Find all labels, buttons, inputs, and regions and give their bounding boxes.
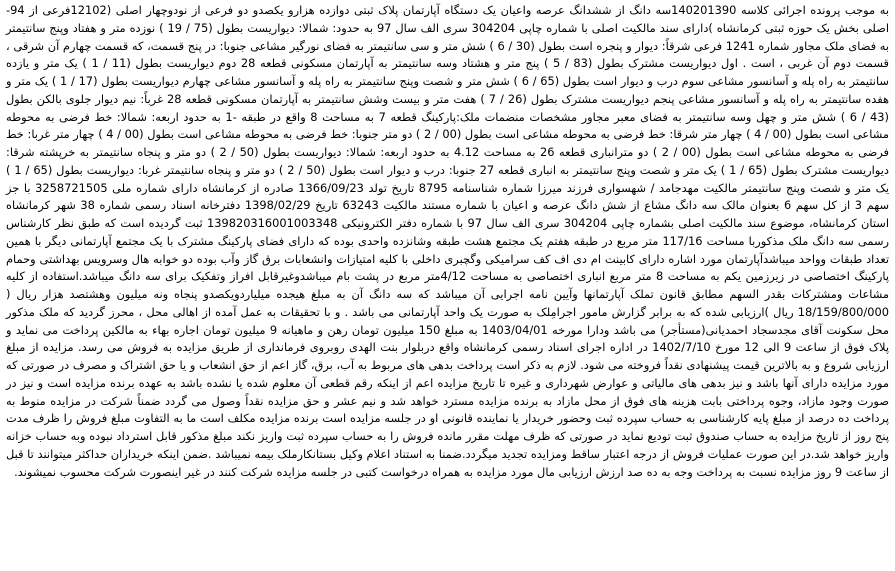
auction-notice-text: به موجب پرونده اجرائی کلاسه 140201390سه دانگ از ششدانگ عرصه واعیان یک دستگاه آپارتمان پلاک ثبتی دوازده هزارو یکصدو دو فرعی از نودوچهار اصلی (12102فرعی از 94-اصلی بخش یک حوزه ثبتی کرمانشاه )دارای سند مالکیت اصلی با شماره چاپی 304204 سری الف سال 97 به حدود: شمالا: دیواریست بطول (75 / 19 ) نوزده متر و هفتاد وپنج سانتیمتر به فضای ملک مجاور شماره 1241 فرعی شرقاً: دیوار و پنجره است بطول (30 / 6 ) شش متر و سی سانتیمتر به فضای نورگیر مشاعی جنوبا: در پنج قسمت، که قسمت چهارم آن شرقی ، قسمت دوم آن غربی ، است . اول دیواریست مشترک بطول (83 / 5 ) پنج متر و هشتاد وسه سانتیمتر به آپارتمان مسکونی قطعه 28 دوم دیواریست بطول (11 / 1 ) یک متر و یازده سانتیمتر به راه پله و آسانسور مشاعی سوم درب و دیوار است بطول (65 / 6 ) شش متر و شصت وپنج سانتیمتر به راه پله و آسانسور مشاعی چهارم دیواریست بطول (17 / 1 ) یک متر و هفده سانتیمتر به راه پله و آسانسور مشاعی پنجم دیواریست مشترک بطول (26 / 7 ) هفت متر و بیست وشش سانتیمتر به آپارتمان مسکونی قطعه 28 غرباً: نیم دیوار جلوی بالکن بطول (43 / 6 ) شش متر و چهل وسه سانتیمتر به فضای معبر مجاور مشخصات منضمات ملک:پارکینگ قطعه 7 به مساحت 8 واقع در طبقه -1 به حدود اربعه: شمالا: خط فرضی به محوطه مشاعی است بطول (00 / 4 ) چهار متر شرقا: خط فرضی به محوطه مشاعی است بطول (00 / 2 ) دو متر جنوبا: خط فرضی به محوطه مشاعی است بطول (00 / 4 ) چهار متر غربا: خط فرضی به محوطه مشاعی است بطول (00 / 2 ) دو مترانباری قطعه 26 به مساحت 4.12 به حدود اربعه: شمالا: دیواریست بطول (50 / 2 ) دو متر و پنجاه سانتیمتر به خرپشته شرقا: دیواریست مشترک بطول (65 / 1 ) یک متر و شصت وپنج سانتیمتر به انباری قطعه 27 جنوبا: درب و دیوار است بطول (50 / 2 ) دو متر و پنجاه سانتیمتر غربا: دیواریست بطول (65 / 1 ) یک متر و شصت وپنج سانتیمتر مالکیت مهدجامد / شهسواری فرزند میرزا شماره شناسنامه 8795 تاریخ تولد 1366/09/23 صادره از کرمانشاه دارای شماره ملی 3258721505 با جز سهم 3 از کل سهم 6 بعنوان مالک سه دانگ مشاع از شش دانگ عرصه و اعیان با شماره مستند مالکیت 63243 تاریخ 1398/02/29 دفترخانه اسناد رسمی شماره 38 شهر کرمانشاه استان کرمانشاه، موضوع سند مالکیت اصلی بشماره چاپی 304204 سری الف سال 97 با شماره دفتر الکترونیکی 139820316001003348 ثبت گردیده است که طبق نظر کارشناس رسمی سه دانگ ملک مذکوربا مساحت 117/16 متر مربع در طبقه هفتم یک مجتمع هشت طبقه وشانزده واحدی بوده که دارای فضای پارکینگ مشترک با یک مجتمع آپارتمانی دیگر با همین تعداد طبقات وواحد میباشدآپارتمان مورد اشاره دارای کابینت ام دی اف کف سرامیکی وگچبری داخلی با کلیه امتیازات وانشعابات برق گاز وآب بوده دو خوابه هال وسرویس بهداشتی وحمام پارکینگ اختصاصی در زیرزمین یکم به مساحت 8 متر مربع انباری اختصاصی به مساحت 4/12متر مربع در پشت بام میباشدوغیرقابل افراز وتفکیک برای سه دانگ میباشد.استفاده از کلیه مشاعات ومشترکات بقدر السهم مطابق قانون تملک آپارتمانها وآیین نامه اجرایی آن میباشد که سه دانگ آن به مبلغ هیجده میلیاردویکصدو پنجاه ونه میلیون وهشتصد هزار ریال ( 18/159/800/000 ریال )ارزیابی شده که به برابر گزارش مامور اجرامِلک به صورت یک واحد آپارتمانی می باشد . و با تحقیقات به عمل آمده از اهالی محل ، محرز گردید که ملک مذکور محل سکونت آقای مجدسجاد احمدیانی(مستأجر) می باشد ودارا مورخه 1403/04/01 به مبلغ 150 میلیون تومان رهن و ماهیانه 9 میلیون تومان اجاره بهاء به مالکین پرداخت می نماید و پلاک فوق از ساعت 9 الی 12 مورخ 1402/7/10 در اداره اجرای اسناد رسمی کرمانشاه واقع دربلوار بنت الهدی روبروی فرمانداری از طریق مزایده به فروش می رسد. مزایده از مبلغ ارزیابی شروع و به بالاترین قیمت پیشنهادی نقداً فروخته می شود. لازم به ذکر است پرداخت بدهی های مربوط به آب، برق، گاز اعم از حق انشعاب و یا حق اشتراک و مصرف در صورتی که مورد مزایده دارای آنها باشد و نیز بدهی های مالیاتی و عوارض شهرداری و غیره تا تاریخ مزایده اعم از اینکه رقم قطعی آن معلوم شده یا نشده باشد به عهده برنده مزایده است و نیز در صورت وجود مازاد، وجوه پرداختی بابت هزینه های فوق از محل مازاد به برنده مزایده مسترد خواهد شد و نیم عشر و حق مزایده نقداً وصول می گردد ضمناً شرکت در مزایده منوط به پرداخت ده درصد از مبلغ پایه کارشناسی به حساب سپرده ثبت وحضور خریدار یا نماینده قانونی او در جلسه مزایده است برنده مزایده مکلف است ما به التفاوت مبلغ فروش را ظرف مدت پنج روز از تاریخ مزایده به حساب صندوق ثبت تودیع نماید در صورتی که ظرف مهلت مقرر مانده فروش را به حساب سپرده ثبت واریز نکند مبلغ مذکور قابل استرداد نبوده وبه حساب خزانه واریز خواهد شد.در این صورت عملیات فروش از درجه اعتبار ساقط ومزایده تجدید میگردد.ضمنا به استناد اعلام وکیل بستانکارملک بیمه نمیباشد .ضمن اینکه خریداران حداکثر میتوانند تا قبل از ساعت 9 روز مزایده نسبت به پرداخت وجه به ده صد ارزش ارزیابی مال مورد مزایده به همراه درخواست کتبی در جلسه مزایده شرکت کنند در غیر اینصورت شرکت محسوب نمیشوند. — [6, 3, 890, 479]
